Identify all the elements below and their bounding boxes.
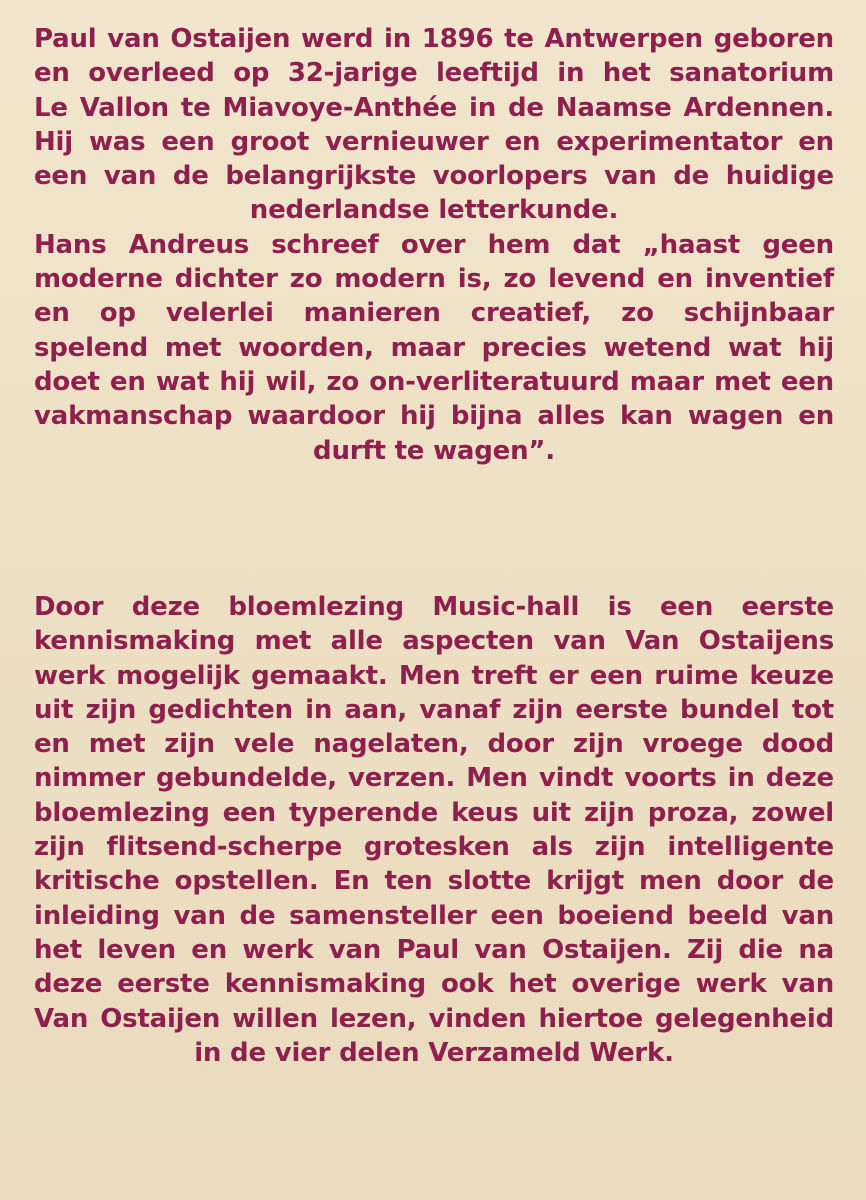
text-line: Paul van Ostaijen werd in 1896 te Antwerpen geboren <box>34 24 834 54</box>
text-line: Door deze bloemlezing Music-hall is een eerste <box>34 592 834 622</box>
text-line: zijn flitsend-scherpe grotesken als zijn intelligente <box>34 832 834 863</box>
text-line: deze eerste kennismaking ook het overige werk van <box>34 969 834 1000</box>
text-line: Hans Andreus schreef over hem dat „haast geen <box>34 229 834 260</box>
text-line: en overleed op 32-jarige leeftijd in het sanatorium <box>34 58 834 89</box>
text-line: spelend met woorden, maar precies wetend wat hij <box>34 332 834 363</box>
text-line: bloemlezing een typerende keus uit zijn proza, zowel <box>34 797 834 828</box>
text-line: in de vier delen Verzameld Werk. <box>194 1037 674 1068</box>
text-line: en op velerlei manieren creatief, zo schijnbaar <box>34 298 834 329</box>
biography-paragraph <box>34 22 834 468</box>
text-line: werk mogelijk gemaakt. Men treft er een ruime keuze <box>34 660 834 691</box>
text-line: kennismaking met alle aspecten van Van Ostaijens <box>34 626 834 657</box>
text-line: vakmanschap waardoor hij bijna alles kan wagen en <box>34 401 834 432</box>
text-line: inleiding van de samensteller een boeiend beeld van <box>34 900 834 931</box>
text-line: doet en wat hij wil, zo on-verliteratuurd maar met een <box>34 366 834 397</box>
text-line: nederlandse letterkunde. <box>249 195 619 226</box>
text-line: het leven en werk van Paul van Ostaijen. Zij die na <box>34 934 834 965</box>
text-line: uit zijn gedichten in aan, vanaf zijn eerste bundel tot <box>34 694 834 725</box>
text-line: Hij was een groot vernieuwer en experimentator en <box>34 126 834 157</box>
text-line: moderne dichter zo modern is, zo levend en inventief <box>34 264 834 295</box>
text-line: nimmer gebundelde, verzen. Men vindt voorts in deze <box>34 763 834 794</box>
text-line: en met zijn vele nagelaten, door zijn vroege dood <box>34 729 834 760</box>
anthology-description-paragraph <box>34 590 834 1070</box>
text-line: Van Ostaijen willen lezen, vinden hiertoe gelegenheid <box>34 1003 834 1034</box>
text-line: een van de belangrijkste voorlopers van de huidige <box>34 161 834 192</box>
text-line: kritische opstellen. En ten slotte krijgt men door de <box>34 866 834 897</box>
text-line: durft te wagen”. <box>313 435 555 466</box>
text-line: Le Vallon te Miavoye-Anthée in de Naamse Ardennen. <box>34 92 834 123</box>
